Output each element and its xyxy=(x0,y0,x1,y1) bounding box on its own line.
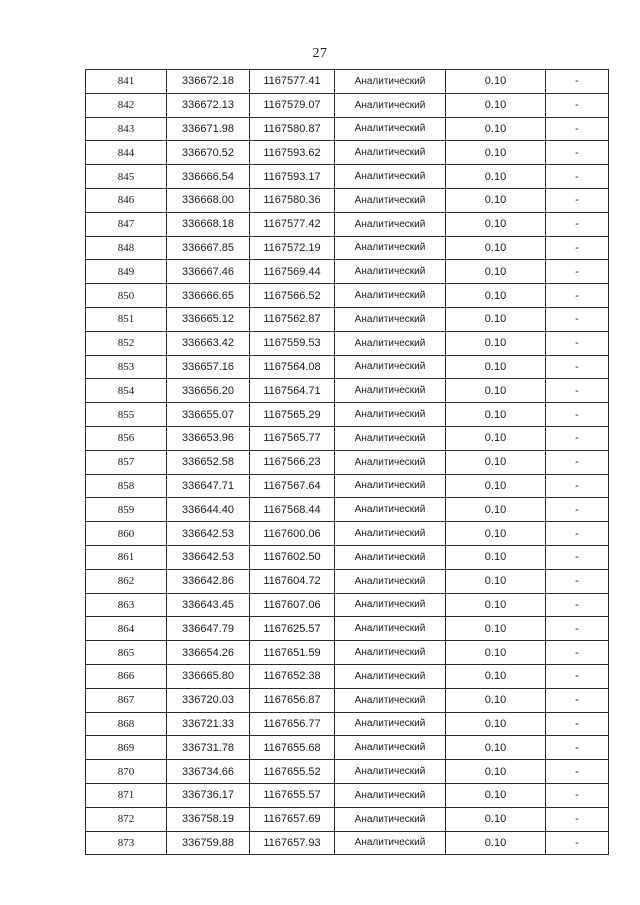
table-row xyxy=(86,379,609,403)
note-cell: - xyxy=(546,831,609,855)
x-coordinate-cell: 336647.79 xyxy=(167,617,250,641)
accuracy-cell: 0.10 xyxy=(446,450,546,474)
method-cell: Аналитический xyxy=(335,688,446,712)
accuracy-cell: 0.10 xyxy=(446,307,546,331)
point-number-cell: 868 xyxy=(86,712,167,736)
x-coordinate-cell: 336670.52 xyxy=(167,141,250,165)
accuracy-cell: 0.10 xyxy=(446,379,546,403)
table-row xyxy=(86,426,609,450)
point-number-cell: 850 xyxy=(86,284,167,308)
table-row xyxy=(86,355,609,379)
note-cell: - xyxy=(546,450,609,474)
accuracy-cell: 0.10 xyxy=(446,712,546,736)
point-number-cell: 873 xyxy=(86,831,167,855)
note-cell: - xyxy=(546,236,609,260)
point-number-cell: 848 xyxy=(86,236,167,260)
y-coordinate-cell: 1167579.07 xyxy=(250,93,335,117)
method-cell: Аналитический xyxy=(335,379,446,403)
point-number-cell: 862 xyxy=(86,569,167,593)
y-coordinate-cell: 1167565.29 xyxy=(250,403,335,427)
table-row xyxy=(86,450,609,474)
accuracy-cell: 0.10 xyxy=(446,736,546,760)
table-row xyxy=(86,307,609,331)
method-cell: Аналитический xyxy=(335,760,446,784)
table-row xyxy=(86,783,609,807)
accuracy-cell: 0.10 xyxy=(446,331,546,355)
accuracy-cell: 0.10 xyxy=(446,212,546,236)
method-cell: Аналитический xyxy=(335,522,446,546)
method-cell: Аналитический xyxy=(335,545,446,569)
x-coordinate-cell: 336663.42 xyxy=(167,331,250,355)
x-coordinate-cell: 336642.53 xyxy=(167,545,250,569)
point-number-cell: 852 xyxy=(86,331,167,355)
point-number-cell: 845 xyxy=(86,165,167,189)
accuracy-cell: 0.10 xyxy=(446,688,546,712)
accuracy-cell: 0.10 xyxy=(446,617,546,641)
y-coordinate-cell: 1167565.77 xyxy=(250,426,335,450)
point-number-cell: 841 xyxy=(86,70,167,94)
table-row xyxy=(86,760,609,784)
y-coordinate-cell: 1167593.17 xyxy=(250,165,335,189)
method-cell: Аналитический xyxy=(335,736,446,760)
method-cell: Аналитический xyxy=(335,70,446,94)
note-cell: - xyxy=(546,403,609,427)
accuracy-cell: 0.10 xyxy=(446,236,546,260)
table-row xyxy=(86,593,609,617)
y-coordinate-cell: 1167655.52 xyxy=(250,760,335,784)
table-row xyxy=(86,831,609,855)
point-number-cell: 861 xyxy=(86,545,167,569)
point-number-cell: 858 xyxy=(86,474,167,498)
accuracy-cell: 0.10 xyxy=(446,831,546,855)
method-cell: Аналитический xyxy=(335,284,446,308)
point-number-cell: 847 xyxy=(86,212,167,236)
accuracy-cell: 0.10 xyxy=(446,355,546,379)
x-coordinate-cell: 336643.45 xyxy=(167,593,250,617)
accuracy-cell: 0.10 xyxy=(446,545,546,569)
table-row xyxy=(86,212,609,236)
table-row xyxy=(86,664,609,688)
method-cell: Аналитический xyxy=(335,712,446,736)
x-coordinate-cell: 336653.96 xyxy=(167,426,250,450)
method-cell: Аналитический xyxy=(335,450,446,474)
note-cell: - xyxy=(546,355,609,379)
note-cell: - xyxy=(546,545,609,569)
method-cell: Аналитический xyxy=(335,498,446,522)
method-cell: Аналитический xyxy=(335,331,446,355)
note-cell: - xyxy=(546,93,609,117)
x-coordinate-cell: 336736.17 xyxy=(167,783,250,807)
accuracy-cell: 0.10 xyxy=(446,593,546,617)
x-coordinate-cell: 336656.20 xyxy=(167,379,250,403)
y-coordinate-cell: 1167655.57 xyxy=(250,783,335,807)
note-cell: - xyxy=(546,783,609,807)
y-coordinate-cell: 1167600.06 xyxy=(250,522,335,546)
y-coordinate-cell: 1167655.68 xyxy=(250,736,335,760)
note-cell: - xyxy=(546,569,609,593)
y-coordinate-cell: 1167577.42 xyxy=(250,212,335,236)
note-cell: - xyxy=(546,260,609,284)
method-cell: Аналитический xyxy=(335,664,446,688)
x-coordinate-cell: 336652.58 xyxy=(167,450,250,474)
x-coordinate-cell: 336666.54 xyxy=(167,165,250,189)
point-number-cell: 871 xyxy=(86,783,167,807)
x-coordinate-cell: 336665.80 xyxy=(167,664,250,688)
point-number-cell: 855 xyxy=(86,403,167,427)
accuracy-cell: 0.10 xyxy=(446,117,546,141)
method-cell: Аналитический xyxy=(335,569,446,593)
x-coordinate-cell: 336657.16 xyxy=(167,355,250,379)
method-cell: Аналитический xyxy=(335,307,446,331)
x-coordinate-cell: 336644.40 xyxy=(167,498,250,522)
x-coordinate-cell: 336671.98 xyxy=(167,117,250,141)
y-coordinate-cell: 1167559.53 xyxy=(250,331,335,355)
y-coordinate-cell: 1167657.69 xyxy=(250,807,335,831)
x-coordinate-cell: 336758.19 xyxy=(167,807,250,831)
y-coordinate-cell: 1167602.50 xyxy=(250,545,335,569)
note-cell: - xyxy=(546,307,609,331)
accuracy-cell: 0.10 xyxy=(446,426,546,450)
y-coordinate-cell: 1167564.08 xyxy=(250,355,335,379)
point-number-cell: 843 xyxy=(86,117,167,141)
method-cell: Аналитический xyxy=(335,188,446,212)
x-coordinate-cell: 336721.33 xyxy=(167,712,250,736)
method-cell: Аналитический xyxy=(335,236,446,260)
y-coordinate-cell: 1167580.36 xyxy=(250,188,335,212)
note-cell: - xyxy=(546,760,609,784)
y-coordinate-cell: 1167562.87 xyxy=(250,307,335,331)
point-number-cell: 872 xyxy=(86,807,167,831)
coordinates-table-body xyxy=(86,70,609,855)
table-row xyxy=(86,236,609,260)
x-coordinate-cell: 336672.13 xyxy=(167,93,250,117)
method-cell: Аналитический xyxy=(335,141,446,165)
table-row xyxy=(86,93,609,117)
method-cell: Аналитический xyxy=(335,593,446,617)
x-coordinate-cell: 336647.71 xyxy=(167,474,250,498)
method-cell: Аналитический xyxy=(335,641,446,665)
note-cell: - xyxy=(546,141,609,165)
point-number-cell: 856 xyxy=(86,426,167,450)
table-row xyxy=(86,403,609,427)
method-cell: Аналитический xyxy=(335,260,446,284)
accuracy-cell: 0.10 xyxy=(446,403,546,427)
table-row xyxy=(86,331,609,355)
table-row xyxy=(86,736,609,760)
accuracy-cell: 0.10 xyxy=(446,807,546,831)
table-row xyxy=(86,545,609,569)
point-number-cell: 860 xyxy=(86,522,167,546)
y-coordinate-cell: 1167604.72 xyxy=(250,569,335,593)
accuracy-cell: 0.10 xyxy=(446,474,546,498)
y-coordinate-cell: 1167566.23 xyxy=(250,450,335,474)
x-coordinate-cell: 336668.00 xyxy=(167,188,250,212)
note-cell: - xyxy=(546,379,609,403)
table-row xyxy=(86,284,609,308)
note-cell: - xyxy=(546,474,609,498)
table-row xyxy=(86,807,609,831)
note-cell: - xyxy=(546,688,609,712)
accuracy-cell: 0.10 xyxy=(446,783,546,807)
y-coordinate-cell: 1167566.52 xyxy=(250,284,335,308)
accuracy-cell: 0.10 xyxy=(446,522,546,546)
note-cell: - xyxy=(546,712,609,736)
note-cell: - xyxy=(546,807,609,831)
point-number-cell: 859 xyxy=(86,498,167,522)
note-cell: - xyxy=(546,522,609,546)
note-cell: - xyxy=(546,188,609,212)
y-coordinate-cell: 1167657.93 xyxy=(250,831,335,855)
method-cell: Аналитический xyxy=(335,93,446,117)
x-coordinate-cell: 336665.12 xyxy=(167,307,250,331)
point-number-cell: 854 xyxy=(86,379,167,403)
y-coordinate-cell: 1167651.59 xyxy=(250,641,335,665)
y-coordinate-cell: 1167656.87 xyxy=(250,688,335,712)
x-coordinate-cell: 336655.07 xyxy=(167,403,250,427)
x-coordinate-cell: 336666.65 xyxy=(167,284,250,308)
table-row xyxy=(86,688,609,712)
y-coordinate-cell: 1167580.87 xyxy=(250,117,335,141)
note-cell: - xyxy=(546,70,609,94)
table-row xyxy=(86,569,609,593)
point-number-cell: 865 xyxy=(86,641,167,665)
table-row xyxy=(86,141,609,165)
x-coordinate-cell: 336672.18 xyxy=(167,70,250,94)
point-number-cell: 853 xyxy=(86,355,167,379)
accuracy-cell: 0.10 xyxy=(446,641,546,665)
table-row xyxy=(86,117,609,141)
point-number-cell: 863 xyxy=(86,593,167,617)
note-cell: - xyxy=(546,617,609,641)
y-coordinate-cell: 1167572.19 xyxy=(250,236,335,260)
accuracy-cell: 0.10 xyxy=(446,284,546,308)
x-coordinate-cell: 336642.53 xyxy=(167,522,250,546)
accuracy-cell: 0.10 xyxy=(446,664,546,688)
note-cell: - xyxy=(546,664,609,688)
note-cell: - xyxy=(546,593,609,617)
table-row xyxy=(86,641,609,665)
table-row xyxy=(86,188,609,212)
accuracy-cell: 0.10 xyxy=(446,260,546,284)
x-coordinate-cell: 336759.88 xyxy=(167,831,250,855)
x-coordinate-cell: 336667.46 xyxy=(167,260,250,284)
point-number-cell: 870 xyxy=(86,760,167,784)
page-number: 27 xyxy=(312,46,328,61)
note-cell: - xyxy=(546,117,609,141)
table-row xyxy=(86,617,609,641)
point-number-cell: 846 xyxy=(86,188,167,212)
table-row xyxy=(86,260,609,284)
y-coordinate-cell: 1167577.41 xyxy=(250,70,335,94)
x-coordinate-cell: 336734.66 xyxy=(167,760,250,784)
y-coordinate-cell: 1167656.77 xyxy=(250,712,335,736)
y-coordinate-cell: 1167569.44 xyxy=(250,260,335,284)
accuracy-cell: 0.10 xyxy=(446,93,546,117)
method-cell: Аналитический xyxy=(335,807,446,831)
method-cell: Аналитический xyxy=(335,165,446,189)
note-cell: - xyxy=(546,284,609,308)
note-cell: - xyxy=(546,498,609,522)
method-cell: Аналитический xyxy=(335,403,446,427)
point-number-cell: 844 xyxy=(86,141,167,165)
note-cell: - xyxy=(546,426,609,450)
y-coordinate-cell: 1167652.38 xyxy=(250,664,335,688)
table-row xyxy=(86,712,609,736)
y-coordinate-cell: 1167607.06 xyxy=(250,593,335,617)
y-coordinate-cell: 1167625.57 xyxy=(250,617,335,641)
x-coordinate-cell: 336731.78 xyxy=(167,736,250,760)
accuracy-cell: 0.10 xyxy=(446,498,546,522)
method-cell: Аналитический xyxy=(335,474,446,498)
point-number-cell: 866 xyxy=(86,664,167,688)
note-cell: - xyxy=(546,641,609,665)
note-cell: - xyxy=(546,331,609,355)
accuracy-cell: 0.10 xyxy=(446,165,546,189)
method-cell: Аналитический xyxy=(335,426,446,450)
accuracy-cell: 0.10 xyxy=(446,569,546,593)
note-cell: - xyxy=(546,736,609,760)
table-row xyxy=(86,474,609,498)
table-row xyxy=(86,522,609,546)
table-row xyxy=(86,70,609,94)
x-coordinate-cell: 336667.85 xyxy=(167,236,250,260)
y-coordinate-cell: 1167567.64 xyxy=(250,474,335,498)
table-row xyxy=(86,498,609,522)
method-cell: Аналитический xyxy=(335,831,446,855)
x-coordinate-cell: 336642.86 xyxy=(167,569,250,593)
point-number-cell: 849 xyxy=(86,260,167,284)
accuracy-cell: 0.10 xyxy=(446,141,546,165)
x-coordinate-cell: 336654.26 xyxy=(167,641,250,665)
accuracy-cell: 0.10 xyxy=(446,188,546,212)
method-cell: Аналитический xyxy=(335,117,446,141)
accuracy-cell: 0.10 xyxy=(446,70,546,94)
note-cell: - xyxy=(546,212,609,236)
note-cell: - xyxy=(546,165,609,189)
point-number-cell: 867 xyxy=(86,688,167,712)
coordinates-table xyxy=(85,69,609,855)
method-cell: Аналитический xyxy=(335,617,446,641)
method-cell: Аналитический xyxy=(335,355,446,379)
point-number-cell: 851 xyxy=(86,307,167,331)
method-cell: Аналитический xyxy=(335,783,446,807)
table-row xyxy=(86,165,609,189)
point-number-cell: 869 xyxy=(86,736,167,760)
y-coordinate-cell: 1167593.62 xyxy=(250,141,335,165)
point-number-cell: 842 xyxy=(86,93,167,117)
point-number-cell: 857 xyxy=(86,450,167,474)
method-cell: Аналитический xyxy=(335,212,446,236)
point-number-cell: 864 xyxy=(86,617,167,641)
x-coordinate-cell: 336720.03 xyxy=(167,688,250,712)
y-coordinate-cell: 1167564.71 xyxy=(250,379,335,403)
accuracy-cell: 0.10 xyxy=(446,760,546,784)
y-coordinate-cell: 1167568.44 xyxy=(250,498,335,522)
x-coordinate-cell: 336668.18 xyxy=(167,212,250,236)
